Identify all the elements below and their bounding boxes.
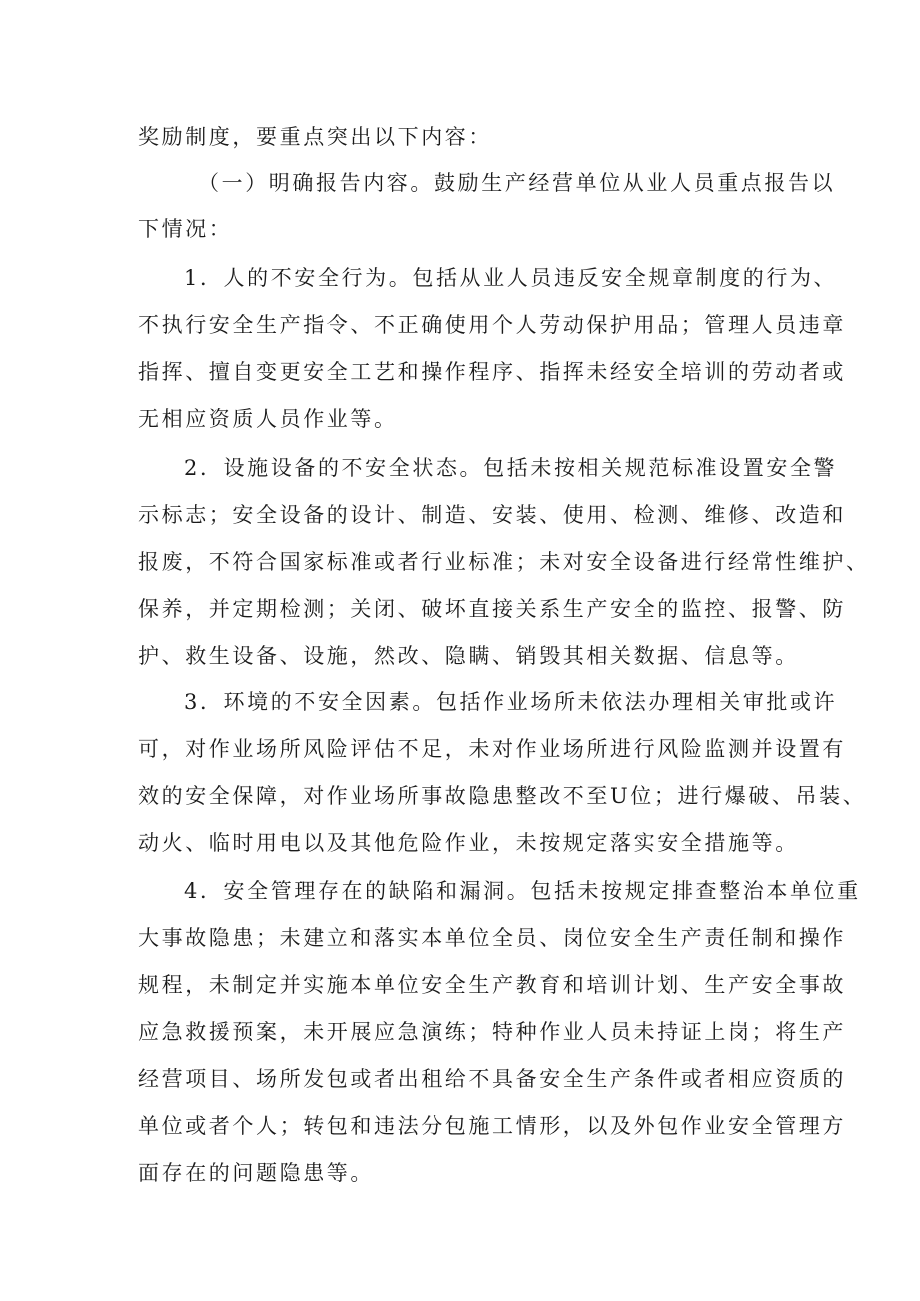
text-line: 护、救生设备、设施，然改、隐瞒、销毁其相关数据、信息等。 [138,644,799,668]
text-line: 3．环境的不安全因素。包括作业场所未依法办理相关审批或许 [184,690,838,714]
text-line: 规程，未制定并实施本单位安全生产教育和培训计划、生产安全事故 [138,973,846,997]
text-line: 面存在的问题隐患等。 [138,1161,374,1185]
text-line: 动火、临时用电以及其他危险作业，未按规定落实安全措施等。 [138,831,799,855]
text-line: 2．设施设备的不安全状态。包括未按相关规范标准设置安全警 [184,456,838,480]
text-line: 不执行安全生产指令、不正确使用个人劳动保护用品；管理人员违章 [138,313,846,337]
text-line: 奖励制度，要重点突出以下内容： [138,125,492,149]
text-line: 报废，不符合国家标准或者行业标准；未对安全设备进行经常性维护、 [138,550,870,574]
text-line: 经营项目、场所发包或者出租给不具备安全生产条件或者相应资质的 [138,1067,846,1091]
text-line: 1．人的不安全行为。包括从业人员违反安全规章制度的行为、 [184,266,838,290]
text-line: 应急救援预案，未开展应急演练；特种作业人员未持证上岗；将生产 [138,1020,846,1044]
text-line: 单位或者个人；转包和违法分包施工情形，以及外包作业安全管理方 [138,1114,846,1138]
text-line: 4．安全管理存在的缺陷和漏洞。包括未按规定排查整治本单位重 [184,879,861,903]
text-line: 可，对作业场所风险评估不足，未对作业场所进行风险监测并设置有 [138,737,846,761]
text-line: 保养，并定期检测；关闭、破坏直接关系生产安全的监控、报警、防 [138,597,846,621]
text-line: 大事故隐患；未建立和落实本单位全员、岗位安全生产责任制和操作 [138,926,846,950]
text-line: 下情况： [138,217,233,241]
text-line: 效的安全保障，对作业场所事故隐患整改不至U位；进行爆破、吊装、 [138,784,867,808]
text-line: 无相应资质人员作业等。 [138,407,398,431]
text-line: 指挥、擅自变更安全工艺和操作程序、指挥未经安全培训的劳动者或 [138,360,846,384]
text-line: （一）明确报告内容。鼓励生产经营单位从业人员重点报告以 [198,171,836,195]
text-line: 示标志；安全设备的设计、制造、安装、使用、检测、维修、改造和 [138,503,846,527]
